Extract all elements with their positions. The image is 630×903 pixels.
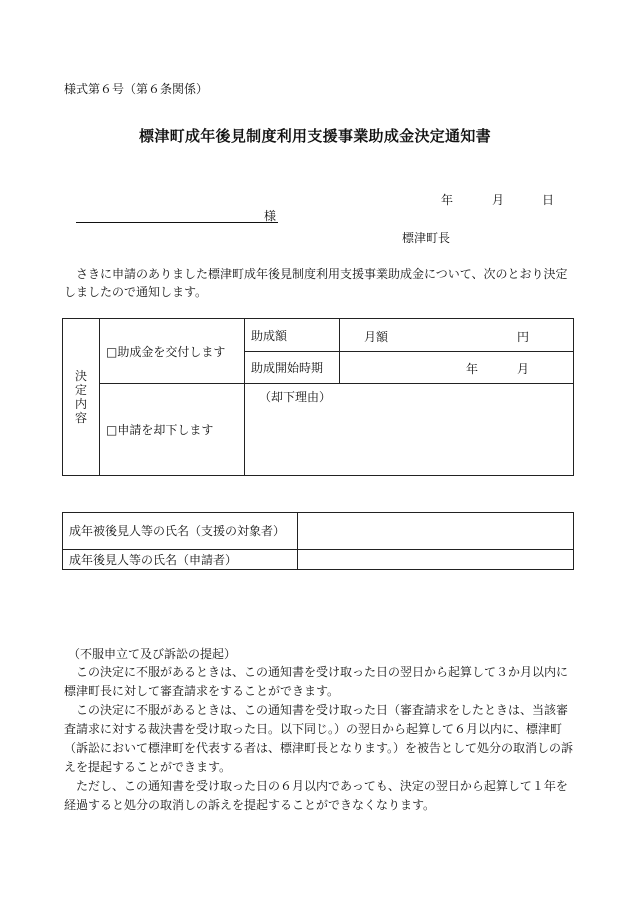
amount-label: 助成額: [251, 328, 288, 343]
reject-option-cell[interactable]: [100, 384, 245, 476]
amount-unit: 円: [517, 330, 530, 344]
start-month-label: 月: [517, 362, 530, 376]
start-value-cell[interactable]: [340, 352, 574, 384]
decision-label-char: 内: [74, 397, 87, 411]
addressee-suffix: 様: [264, 209, 277, 223]
amount-monthly-label: 月額: [364, 330, 389, 344]
appeal-paragraph-3: ただし、この通知書を受け取った日の６月以内であっても、決定の翌日から起算して１年を経過すると処分の取消しの訴えを提起することができなくなります。: [64, 779, 568, 812]
grant-option-checkbox-label[interactable]: □助成金を交付します: [106, 344, 226, 359]
appeal-heading: （不服申立て及び訴訟の提起）: [68, 647, 237, 661]
decision-label-cell: [63, 319, 100, 476]
date-month-label: 月: [492, 193, 505, 207]
grant-option-cell[interactable]: [100, 319, 245, 384]
reject-reason-label: （却下理由）: [259, 390, 332, 404]
date-day-label: 日: [542, 193, 555, 207]
decision-label-char: 定: [74, 383, 87, 397]
decision-label-char: 容: [74, 411, 87, 425]
applicant-name-label: 成年後見人等の氏名（申請者）: [69, 553, 238, 567]
amount-label-cell: [245, 319, 340, 352]
applicant-name-field[interactable]: [298, 550, 574, 570]
decision-table: [62, 318, 574, 476]
subject-name-label-cell: [63, 513, 298, 550]
names-table: [62, 512, 574, 570]
reject-option-checkbox-label[interactable]: □申請を却下します: [106, 423, 214, 437]
intro-paragraph: さきに申請のありました標津町成年後見制度利用支援事業助成金について、次のとおり決定しましたので通知します。: [64, 267, 568, 299]
amount-value-cell[interactable]: [340, 319, 574, 352]
start-year-label: 年: [466, 362, 479, 376]
subject-name-label: 成年被後見人等の氏名（支援の対象者）: [69, 523, 286, 538]
start-label: 助成開始時期: [251, 361, 324, 375]
subject-name-field[interactable]: [298, 513, 574, 550]
reject-reason-cell[interactable]: [245, 384, 574, 476]
issuer-name: 標津町長: [402, 231, 451, 245]
start-label-cell: [245, 352, 340, 384]
appeal-paragraph-2: この決定に不服があるときは、この通知書を受け取った日（審査請求をしたときは、当該審査請求に対する裁決書を受け取った日。以下同じ。）の翌日から起算して６月以内に、標津町（訴訟において標津町を代表する者は、標津町長となります。）を被告として処分の取消しの訴えを提起することができます。: [64, 703, 574, 774]
decision-label-char: 決: [74, 369, 87, 383]
document-title: 標津町成年後見制度利用支援事業助成金決定通知書: [139, 127, 491, 145]
addressee-name-line: [76, 222, 278, 223]
applicant-name-label-cell: [63, 550, 298, 570]
form-number: 様式第６号（第６条関係）: [64, 82, 209, 96]
appeal-paragraph-1: この決定に不服があるときは、この通知書を受け取った日の翌日から起算して３か月以内に標津町長に対して審査請求をすることができます。: [64, 665, 569, 698]
date-year-label: 年: [441, 193, 454, 207]
